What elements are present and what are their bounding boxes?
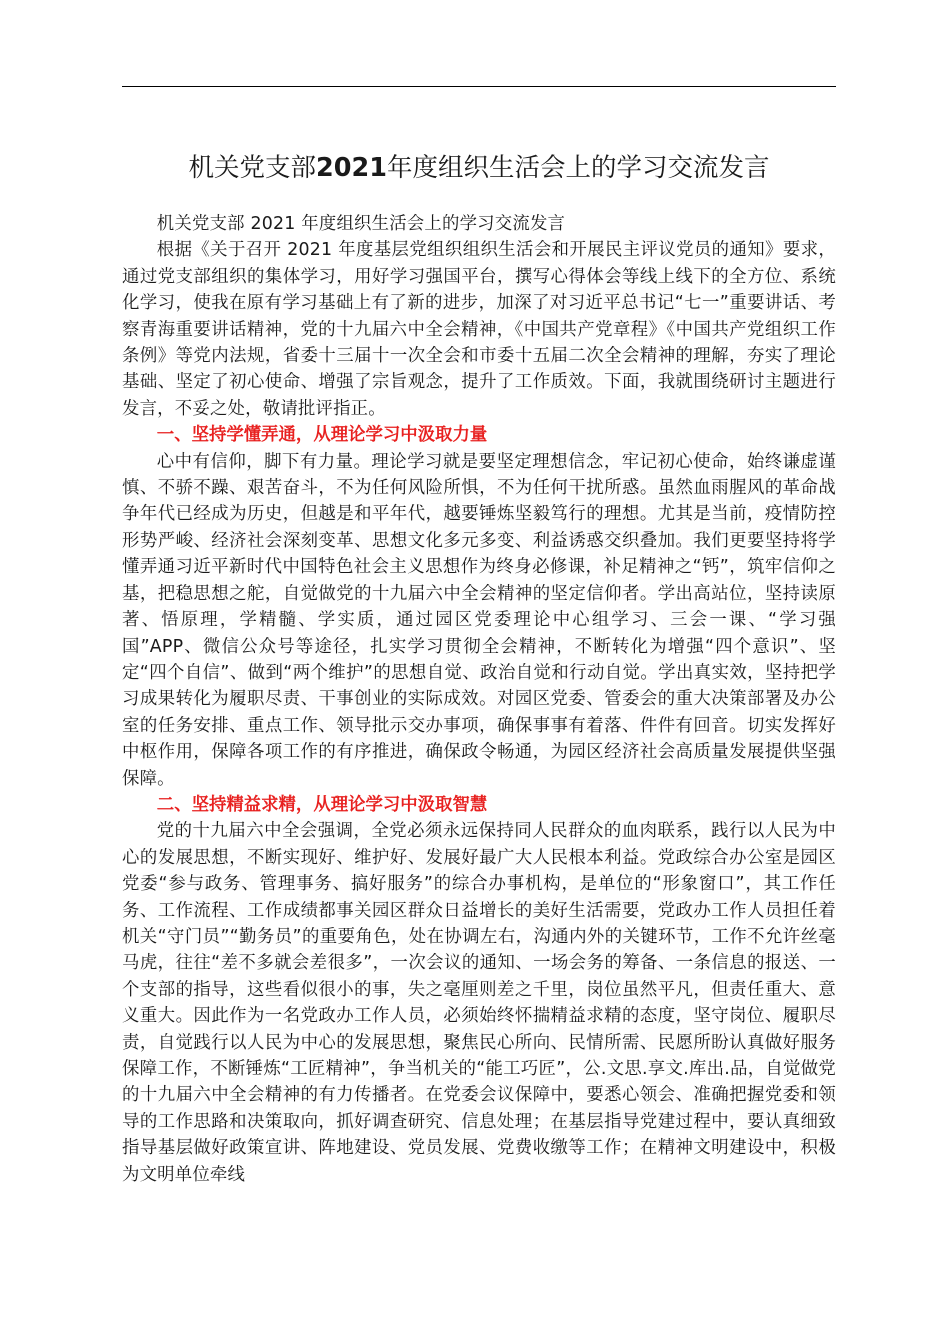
section-1-paragraph: 心中有信仰，脚下有力量。理论学习就是要坚定理想信念，牢记初心使命，始终谦虚谨慎、不骄不躁、艰苦奋斗，不为任何风险所惧，不为任何干扰所惑。虽然血雨腥风的革命战争年代已经成为历史，但越是和平年代，越要锤炼坚毅笃行的理想。尤其是当前，疫情防控形势严峻、经济社会深刻变革、思想文化多元多变、利益诱惑交织叠加。我们更要坚持将学懂弄通习近平新时代中国特色社会主义思想作为终身必修课，补足精神之“钙”，筑牢信仰之基，把稳思想之舵，自觉做党的十九届六中全会精神的坚定信仰者。学出高站位，坚持读原著、悟原理，学精髓、学实质，通过园区党委理论中心组学习、三会一课、“学习强国”APP、微信公众号等途径，扎实学习贯彻全会精神，不断转化为增强“四个意识”、坚定“四个自信”、做到“两个维护”的思想自觉、政治自觉和行动自觉。学出真实效，坚持把学习成果转化为履职尽责、干事创业的实际成效。对园区党委、管委会的重大决策部署及办公室的任务安排、重点工作、领导批示交办事项，确保事事有着落、件件有回音。切实发挥好中枢作用，保障各项工作的有序推进，确保政令畅通，为园区经济社会高质量发展提供坚强保障。: [122, 451, 836, 789]
document-body: [122, 211, 836, 1188]
header-rule: [122, 86, 836, 87]
title-suffix: 年度组织生活会上的学习交流发言: [386, 153, 770, 183]
intro-paragraph: 根据《关于召开 2021 年度基层党组织组织生活会和开展民主评议党员的通知》要求，通过党支部组织的集体学习，用好学习强国平台，撰写心得体会等线上线下的全方位、系统化学习，使我在原有学习基础上有了新的进步，加深了对习近平总书记“七一”重要讲话、考察青海重要讲话精神，党的十九届六中全会精神，《中国共产党章程》《中国共产党组织工作条例》等党内法规，省委十三届十一次全会和市委十五届二次全会精神的理解，夯实了理论基础、坚定了初心使命、增强了宗旨观念，提升了工作质效。下面，我就围绕研讨主题进行发言，不妥之处，敬请批评指正。: [122, 240, 836, 419]
section-heading-1: 一、坚持学懂弄通，从理论学习中汲取力量: [156, 425, 488, 446]
document-title: [122, 150, 836, 186]
title-year: 2021: [316, 153, 387, 183]
section-heading-2: 二、坚持精益求精，从理论学习中汲取智慧: [156, 794, 488, 815]
section-2-paragraph: 党的十九届六中全会强调，全党必须永远保持同人民群众的血肉联系，践行以人民为中心的发展思想，不断实现好、维护好、发展好最广大人民根本利益。党政综合办公室是园区党委“参与政务、管理事务、搞好服务”的综合办事机构，是单位的“形象窗口”，其工作任务、工作流程、工作成绩都事关园区群众日益增长的美好生活需要，党政办工作人员担任着机关“守门员”“勤务员”的重要角色，处在协调左右，沟通内外的关键环节，工作不允许丝毫马虎，往往“差不多就会差很多”，一次会议的通知、一场会务的筹备、一条信息的报送、一个支部的指导，这些看似很小的事，失之毫厘则差之千里，岗位虽然平凡，但责任重大、意义重大。因此作为一名党政办工作人员，必须始终怀揣精益求精的态度，坚守岗位、履职尽责，自觉践行以人民为中心的发展思想，聚焦民心所向、民情所需、民愿所盼认真做好服务保障工作，不断锤炼“工匠精神”，争当机关的“能工巧匠”，公.文思.享文.库出.品，自觉做党的十九届六中全会精神的有力传播者。在党委会议保障中，要悉心领会、准确把握党委和领导的工作思路和决策取向，抓好调查研究、信息处理；在基层指导党建过程中，要认真细致指导基层做好政策宣讲、阵地建设、党员发展、党费收缴等工作；在精神文明建设中，积极为文明单位牵线: [122, 821, 836, 1185]
subtitle-paragraph: 机关党支部 2021 年度组织生活会上的学习交流发言: [156, 214, 566, 234]
title-prefix: 机关党支部: [188, 153, 316, 183]
